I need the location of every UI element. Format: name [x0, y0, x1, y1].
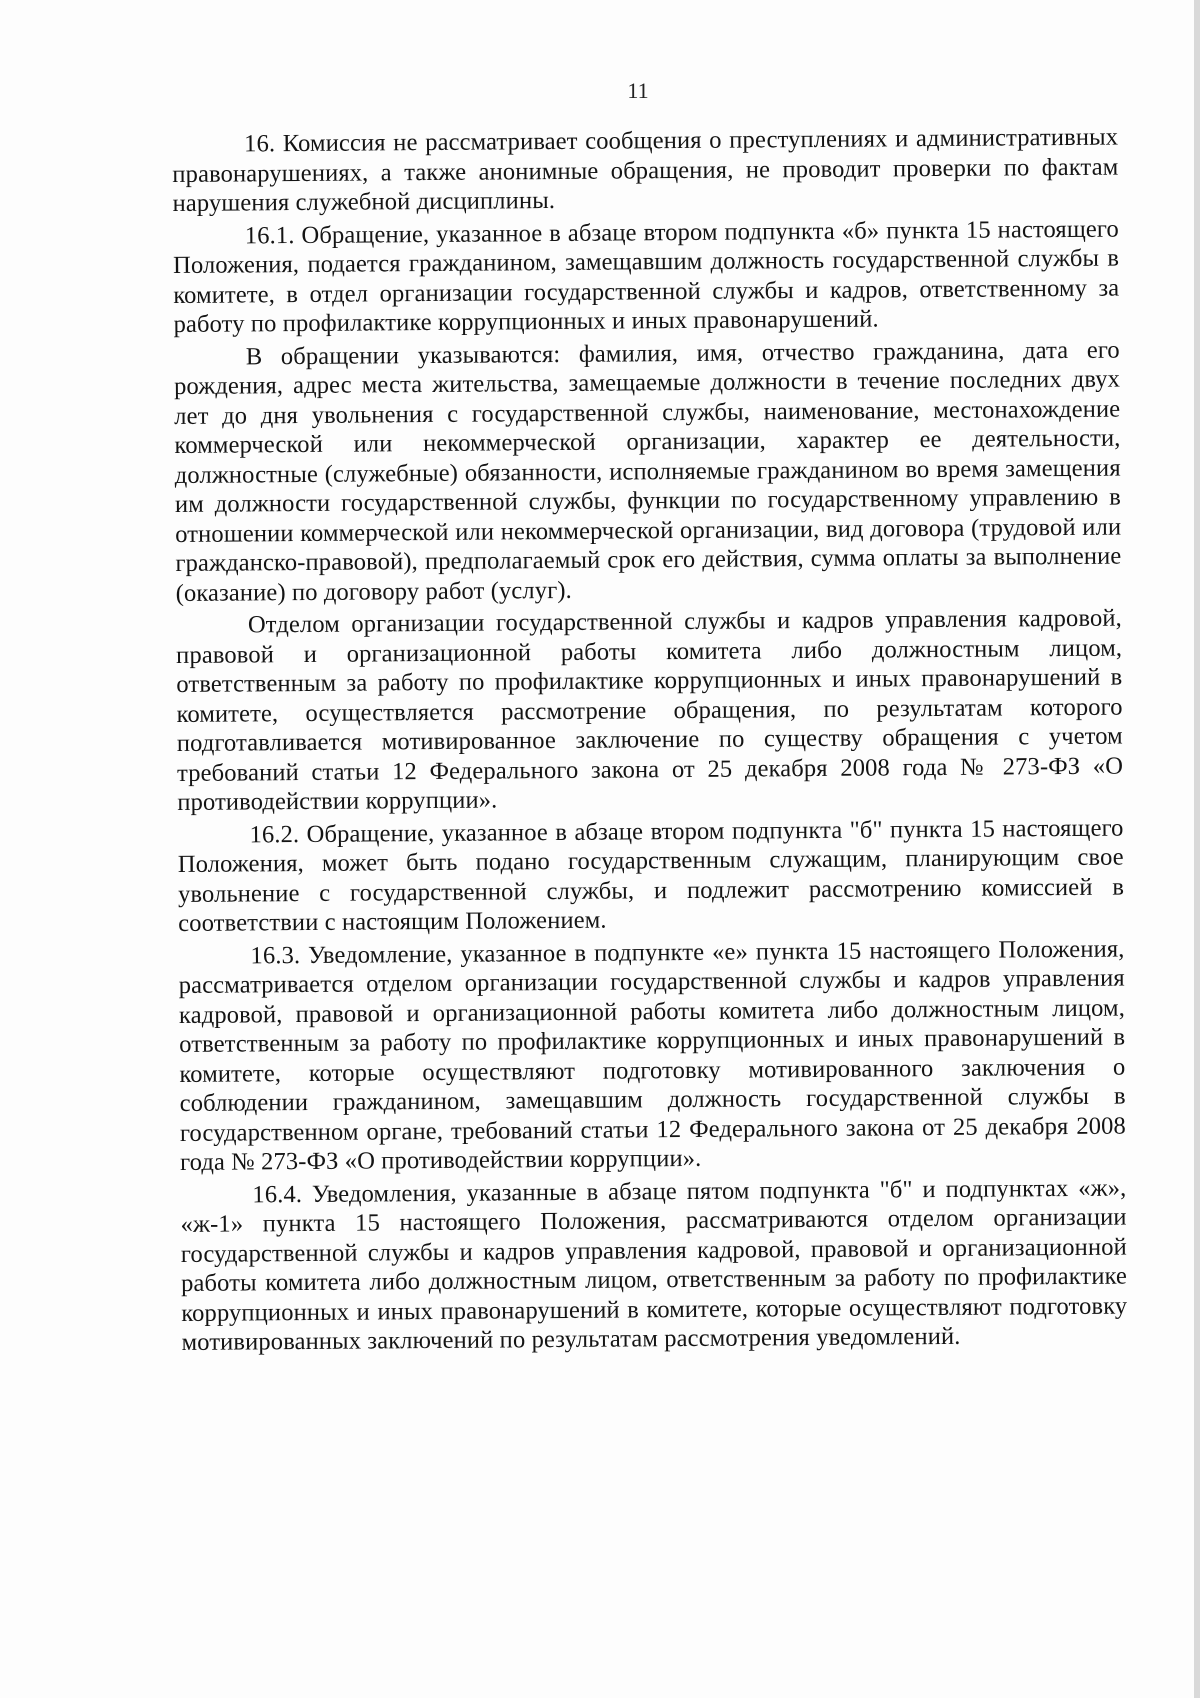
paragraph-16-1-details: В обращении указываются: фамилия, имя, отчество гражданина, дата его рождения, адрес места жительства, замещаемые должности в течение последних двух лет до дня увольнения с государственной службы, наименование, местонахождение коммерческой или некоммерческой организации, характер ее деятельности, должностные (служебные) обязанности, исполняемые гражданином во время замещения им должности государственной службы, функции по государственному управлению в отношении коммерческой или некоммерческой организации, вид договора (трудовой или гражданско-правовой), предполагаемый срок его действия, сумма оплаты за выполнение (оказание) по договору работ (услуг). — [173, 336, 1122, 607]
paragraph-16-3: 16.3. Уведомление, указанное в подпункте «е» пункта 15 настоящего Положения, рассматривается отделом организации государственной службы и кадров управления кадровой, правовой и организационной работы комитета либо должностным лицом, ответственным за работу по профилактике коррупционных и иных правонарушений в комитете, которые осуществляют подготовку мотивированного заключения о соблюдении гражданином, замещавшим должность государственной службы в государственном органе, требований статьи 12 Федерального закона от 25 декабря 2008 года № 273-ФЗ «О противодействии коррупции». — [178, 935, 1126, 1176]
document-body — [172, 123, 1128, 1361]
paragraph-16: 16. Комиссия не рассматривает сообщения о преступлениях и административных правонарушениях, а также анонимные обращения, не проводит проверки по фактам нарушения служебной дисциплины. — [172, 123, 1119, 217]
page-number: 11 — [627, 78, 649, 103]
paragraph-16-4: 16.4. Уведомления, указанные в абзаце пятом подпункта "б" и подпунктах «ж», «ж-1» пункта 15 настоящего Положения, рассматриваются отделом организации государственной службы и кадров управления кадровой, правовой и организационной работы комитета либо должностным лицом, ответственным за работу по профилактике коррупционных и иных правонарушений в комитете, которые осуществляют подготовку мотивированных заключений по результатам рассмотрения уведомлений. — [180, 1174, 1128, 1356]
page-edge-shadow — [1194, 0, 1200, 1698]
paragraph-16-1: 16.1. Обращение, указанное в абзаце втором подпункта «б» пункта 15 настоящего Положения, подается гражданином, замещавшим должность государственной службы в комитете, в отдел организации государственной службы и кадров, ответственному за работу по профилактике коррупционных и иных правонарушений. — [172, 215, 1120, 338]
paragraph-16-1-review: Отделом организации государственной службы и кадров управления кадровой, правовой и организационной работы комитета либо должностным лицом, ответственным за работу по профилактике коррупционных и иных правонарушений в комитете, осуществляется рассмотрение обращения, по результатам которого подготавливается мотивированное заключение по существу обращения с учетом требований статьи 12 Федерального закона от 25 декабря 2008 года № 273-ФЗ «О противодействии коррупции». — [176, 604, 1124, 816]
paragraph-16-2: 16.2. Обращение, указанное в абзаце втором подпункта "б" пункта 15 настоящего Положения, может быть подано государственным служащим, планирующим свое увольнение с государственной службы, и подлежит рассмотрению комиссией в соответствии с настоящим Положением. — [177, 814, 1125, 937]
